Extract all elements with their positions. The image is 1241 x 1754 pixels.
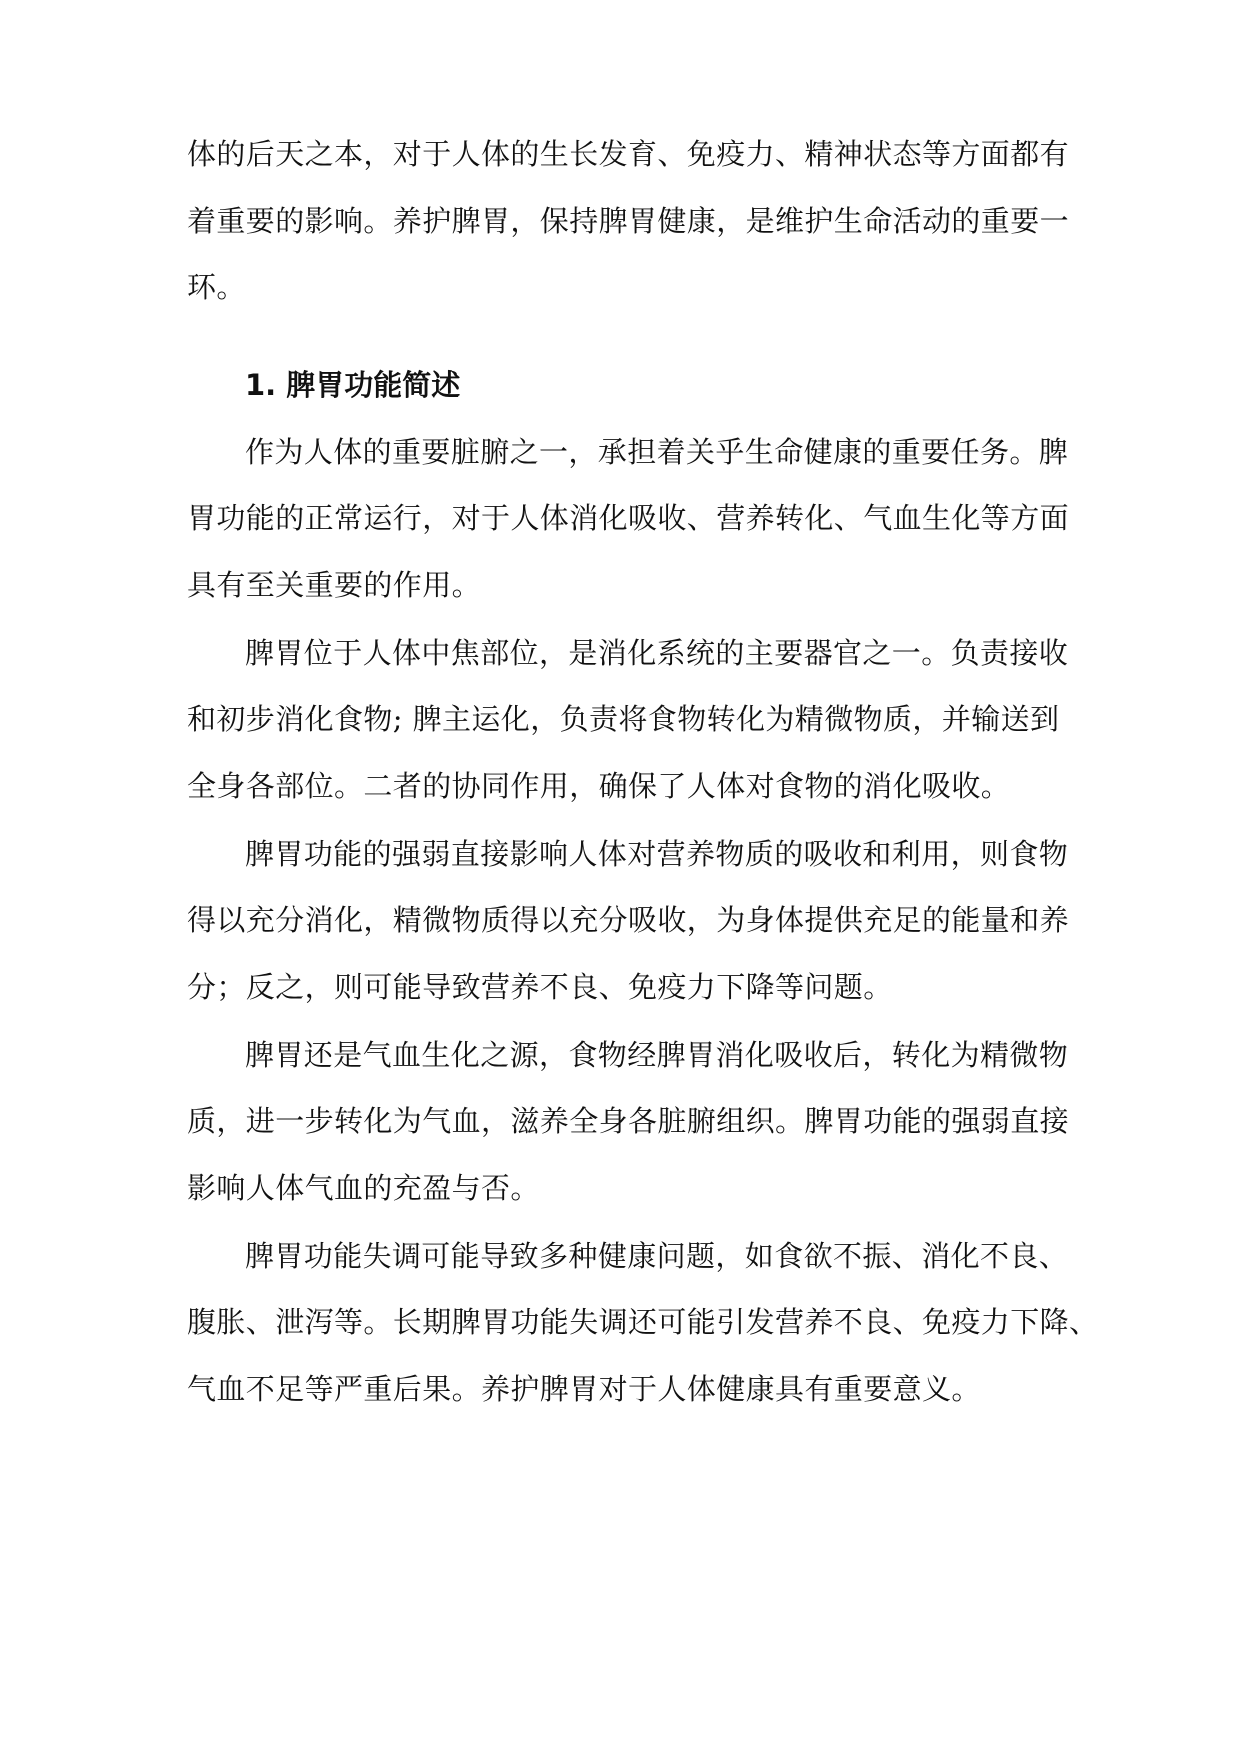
paragraph-line: 和初步消化食物; 脾主运化，负责将食物转化为精微物质，并输送到	[187, 702, 1060, 736]
intro-line: 环。	[187, 270, 246, 304]
paragraph-line: 腹胀、泄泻等。长期脾胃功能失调还可能引发营养不良、免疫力下降、	[187, 1305, 1099, 1339]
paragraph-line: 全身各部位。二者的协同作用，确保了人体对食物的消化吸收。	[187, 769, 1011, 803]
paragraph-line: 胃功能的正常运行，对于人体消化吸收、营养转化、气血生化等方面	[187, 501, 1070, 535]
paragraph-line: 作为人体的重要脏腑之一，承担着关乎生命健康的重要任务。脾	[245, 435, 1069, 469]
paragraph-line: 分；反之，则可能导致营养不良、免疫力下降等问题。	[187, 970, 893, 1004]
paragraph-line: 质，进一步转化为气血，滋养全身各脏腑组织。脾胃功能的强弱直接	[187, 1104, 1070, 1138]
section-heading: 1. 脾胃功能简述	[245, 368, 461, 402]
paragraph-line: 脾胃位于人体中焦部位，是消化系统的主要器官之一。负责接收	[245, 636, 1069, 670]
intro-line: 着重要的影响。养护脾胃，保持脾胃健康，是维护生命活动的重要一	[187, 204, 1070, 238]
paragraph-line: 脾胃功能的强弱直接影响人体对营养物质的吸收和利用，则食物	[245, 837, 1069, 871]
paragraph-line: 得以充分消化，精微物质得以充分吸收，为身体提供充足的能量和养	[187, 903, 1070, 937]
intro-line: 体的后天之本，对于人体的生长发育、免疫力、精神状态等方面都有	[187, 137, 1070, 171]
paragraph-line: 影响人体气血的充盈与否。	[187, 1171, 540, 1205]
paragraph-line: 脾胃功能失调可能导致多种健康问题，如食欲不振、消化不良、	[245, 1239, 1069, 1273]
paragraph-line: 脾胃还是气血生化之源，食物经脾胃消化吸收后，转化为精微物	[245, 1038, 1069, 1072]
paragraph-line: 气血不足等严重后果。养护脾胃对于人体健康具有重要意义。	[187, 1372, 981, 1406]
paragraph-line: 具有至关重要的作用。	[187, 568, 482, 602]
